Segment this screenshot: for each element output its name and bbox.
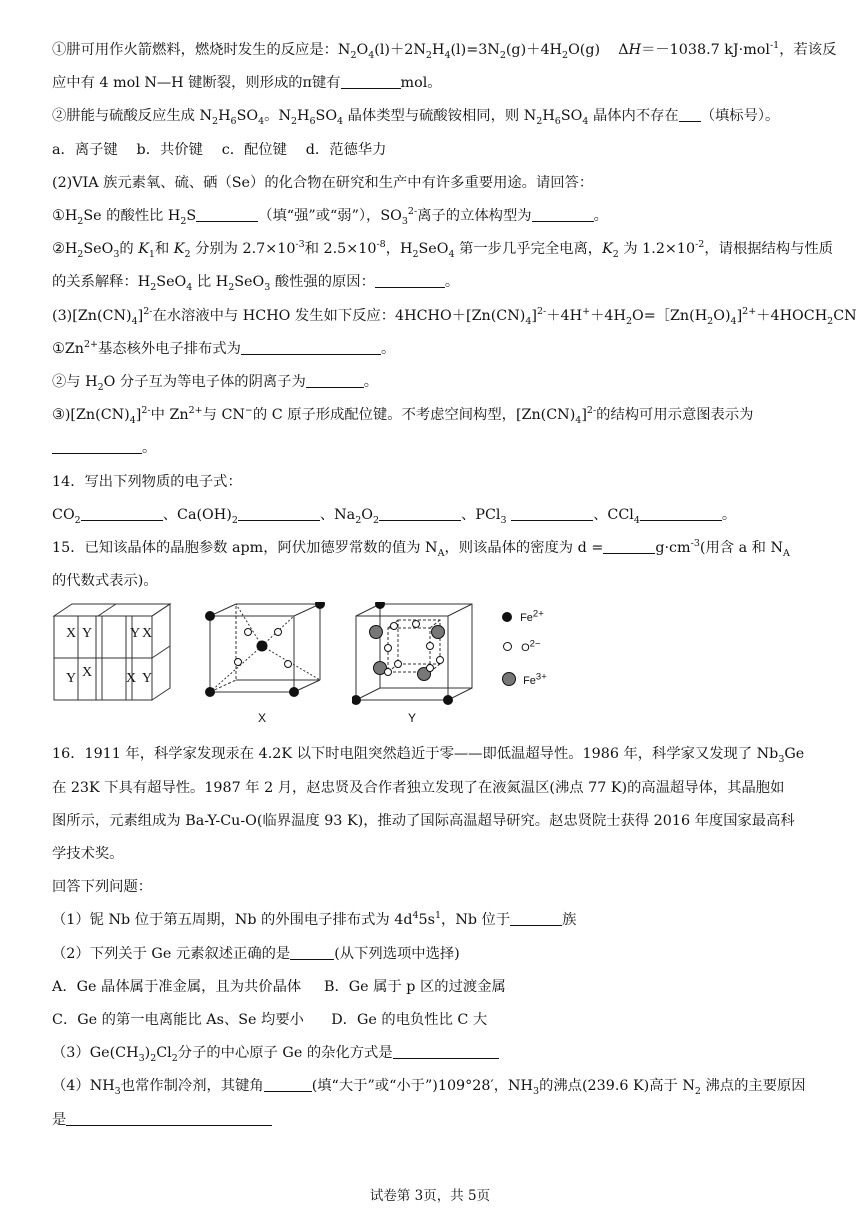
q13-se-1: $①H_2Se$ 的酸性比 $H_2S$ （填“强”或“弱”），$SO_3^{2-}$离子的立体构型为 。 xyxy=(52,206,608,227)
answer-blank[interactable] xyxy=(196,207,258,222)
legend xyxy=(502,608,547,702)
label-x: X xyxy=(66,626,77,642)
answer-blank[interactable] xyxy=(241,340,381,355)
page-footer: 试卷第 3页，共 5页 xyxy=(369,1188,491,1204)
answer-blank[interactable] xyxy=(379,506,461,521)
fe2-swatch-icon xyxy=(502,612,512,622)
q16-options-ab: A．Ge 晶体属于准金属，且为共价晶体 B．Ge 属于 p 区的过渡金属 xyxy=(52,978,506,995)
o2-atom xyxy=(413,621,420,628)
answer-blank[interactable] xyxy=(290,945,334,960)
answer-blank[interactable] xyxy=(510,911,562,926)
q13-part3: $(3)[Zn(CN)_4]^{2-}$在水溶液中与 HCHO 发生如下反应：$4HCHO+[Zn(CN)_4]^{2-}+4H^++4H_2O=[Zn(H_2O)_4]^{2+}+4HOCH_2CN$ xyxy=(52,305,857,327)
label-x: X xyxy=(126,671,137,687)
atom-black xyxy=(316,602,325,609)
answer-blank[interactable] xyxy=(81,506,163,521)
q16-line-3: 图所示，元素组成为 Ba-Y-Cu-O(临界温度 93 K)，推动了国际高温超导研究。赵忠贤院士获得 2016 年度国家最高科 xyxy=(52,812,795,829)
cube-x-figure xyxy=(200,602,340,728)
answer-blank[interactable] xyxy=(238,506,320,521)
o2-atom xyxy=(427,665,434,672)
q13-options: a．离子键 b．共价键 c．配位键 d．范德华力 xyxy=(52,141,387,158)
fe2-atom xyxy=(376,602,385,609)
label-y: Y xyxy=(142,671,153,687)
answer-blank[interactable] xyxy=(341,74,401,89)
unit-grid-figure xyxy=(52,602,192,708)
figure-label-y: Y xyxy=(408,711,417,726)
atom-black xyxy=(290,688,299,697)
o2-atom xyxy=(437,657,444,664)
answer-blank[interactable] xyxy=(603,539,655,554)
fe3-atom xyxy=(370,626,383,639)
cube-y-figure xyxy=(352,602,492,728)
q13-se-2: $②H_2SeO_3$的 $K_1$和 $K_2$ 分别为 $2.7\times 10^{-3}$和 $2.5\times 10^{-8}$，$H_2SeO_4$ 第一步几乎完全电离，$K_2$ 为 $1.2\times 10^{-2}$，请根据结构与性质 xyxy=(52,239,834,261)
atom-white xyxy=(285,661,292,668)
q16-s3: $(3)Ge(CH_3)_2Cl_2$分子的中心原子 Ge 的杂化方式是 xyxy=(52,1037,812,1070)
o2-atom xyxy=(395,661,402,668)
figure-label-x: X xyxy=(258,711,267,726)
q13-zn-1: $①Zn^{2+}$基态核外电子排布式为 。 xyxy=(52,339,396,357)
legend-fe2: $Fe^{2+}$ xyxy=(502,612,547,642)
fe2-atom xyxy=(444,696,453,705)
q15-line-2: 的代数式表示)。 xyxy=(52,573,158,590)
q16-s2: （2）下列关于 Ge 元素叙述正确的是 (从下列选项中选择) xyxy=(52,945,460,962)
answer-blank[interactable] xyxy=(393,1044,499,1059)
q16-line-4: 学技术奖。 xyxy=(52,846,124,863)
answer-blank[interactable] xyxy=(264,1077,312,1092)
o2-atom xyxy=(385,645,392,652)
atom-white xyxy=(235,659,242,666)
answer-blank[interactable] xyxy=(52,439,142,454)
label-x: X xyxy=(142,626,153,642)
atom-white xyxy=(275,629,282,636)
o2-swatch-icon xyxy=(503,642,512,651)
legend-fe3: $Fe^{3+}$ xyxy=(502,672,547,702)
q16-line-2: 在 23K 下具有超导性。1987 年 2 月，赵忠贤及合作者独立发现了在液氮温区(沸点 77 K)的高温超导体，其晶胞如 xyxy=(52,779,785,796)
q16-options-cd: C．Ge 的第一电离能比 As、Se 均要小 D．Ge 的电负性比 C 大 xyxy=(52,1012,488,1029)
answer-blank[interactable] xyxy=(640,506,722,521)
answer-blank[interactable] xyxy=(511,506,593,521)
q16-s4b: 是 xyxy=(52,1104,812,1137)
o2-atom xyxy=(385,669,392,676)
label-y: Y xyxy=(66,671,77,687)
atom-white xyxy=(245,629,252,636)
q13-line-2: 应中有 4 mol N—H 键断裂，则形成的π键有 mol。 xyxy=(52,75,442,92)
q13-line-3: ②肼能与硫酸反应生成 $N_2H_6SO_4$。$N_2H_6SO_4$ 晶体类型与硫酸铵相同，则 $N_2H_6SO_4$ 晶体内不存在 （填标号）。 xyxy=(52,108,780,128)
o2-atom xyxy=(427,643,434,650)
answer-blank[interactable] xyxy=(306,373,364,388)
q13-se-3: 的关系解释：$H_2SeO_4$ 比 $H_2SeO_3$ 酸性强的原因： 。 xyxy=(52,274,460,294)
exam-page xyxy=(52,34,857,1137)
q13-zn-3: $③)[Zn(CN)_4]^{2-}$中 $Zn^{2+}$与 CN−的 C 原子形成配位键。不考虑空间构型，$[Zn(CN)_4]^{2-}$的结构可用示意图表示为 xyxy=(52,405,754,427)
q14-items: $CO_2$ 、$Ca(OH)_2$ 、$Na_2O_2$ 、PCl$_3$ 、CCl$_4$ 。 xyxy=(52,506,737,526)
fe3-swatch-icon xyxy=(502,672,516,686)
atom-black xyxy=(206,612,215,621)
fe2-atom xyxy=(352,696,361,705)
label-x: X xyxy=(82,665,93,681)
answer-blank[interactable] xyxy=(532,207,594,222)
fe3-atom xyxy=(432,626,445,639)
q16-line-1: 16．1911 年，科学家发现汞在 4.2K 以下时电阻突然趋近于零——即低温超导性。1986 年，科学家又发现了 $Nb_3Ge$ xyxy=(52,746,805,766)
legend-o2: $O^{2-}$ xyxy=(502,642,547,672)
q13-zn-3b: 。 xyxy=(52,432,812,465)
crystal-figures xyxy=(52,602,812,732)
answer-blank[interactable] xyxy=(66,1111,272,1126)
atom-black xyxy=(206,688,215,697)
q15-line-1: 15．已知该晶体的晶胞参数 apm，阿伏加德罗常数的值为 $N_A$，则该晶体的密度为 $d = g\cdot cm^{-3}$(用含 a 和 $N_A$ xyxy=(52,538,790,559)
q14-title: 14．写出下列物质的电子式： xyxy=(52,473,242,490)
label-y: Y xyxy=(82,626,93,642)
q16-s1: （1）铌 Nb 位于第五周期，Nb 的外围电子排布式为 $4d^45s^1$，Nb 位于 族 xyxy=(52,910,577,929)
q13-zn-2: ②与 $H_2O$ 分子互为等电子体的阴离子为 。 xyxy=(52,374,379,393)
o2-atom xyxy=(391,623,398,630)
answer-blank[interactable] xyxy=(375,273,445,288)
q13-part2-title: (2)VIA 族元素氧、硫、硒（Se）的化合物在研究和生产中有许多重要用途。请回答： xyxy=(52,174,594,191)
q16-s4: $(4)NH_3$也常作制冷剂，其键角 (填“大于”或“小于”)109°28′，$NH_3$的沸点(239.6 K)高于 $N_2$ 沸点的主要原因 xyxy=(52,1078,806,1098)
atom-black xyxy=(257,641,267,651)
q16-answer-heading: 回答下列问题： xyxy=(52,879,153,896)
answer-blank[interactable] xyxy=(679,107,701,122)
q13-line-1: ①肼可用作火箭燃料，燃烧时发生的反应是：$N_2O_4(l)+2N_2H_4(l)=3N_2(g)+4H_2O(g)$ ΔH＝－1038.7 kJ·mol$^{-1}$，若该反 xyxy=(52,40,837,61)
label-y: Y xyxy=(130,626,141,642)
